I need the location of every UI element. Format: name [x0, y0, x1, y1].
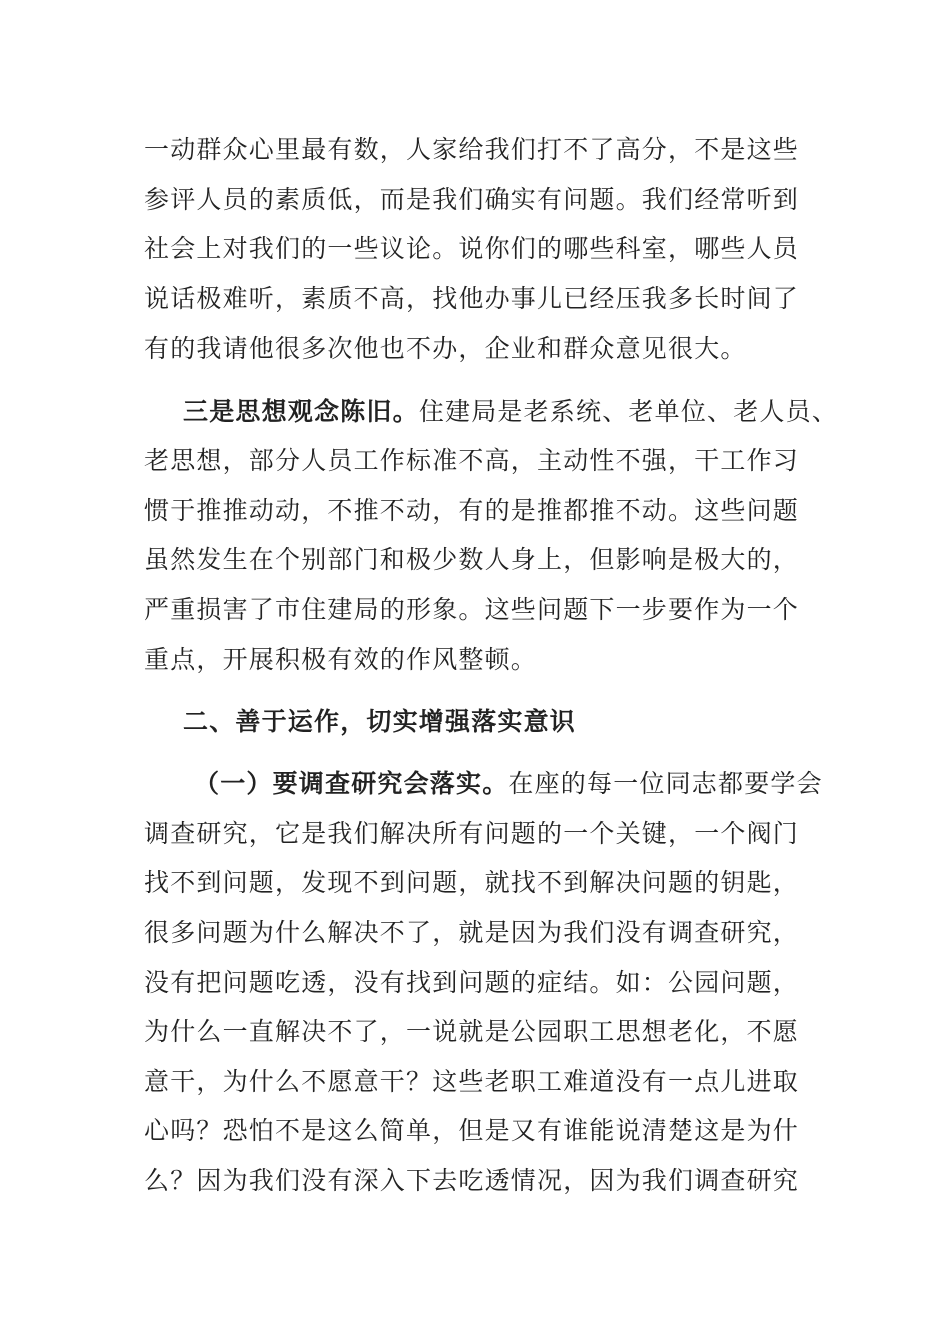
paragraph-1-line: 一动群众心里最有数，人家给我们打不了高分，不是这些 — [144, 135, 800, 164]
paragraph-2-line: 老思想，部分人员工作标准不高，主动性不强，干工作习 — [144, 446, 800, 475]
paragraph-3-first-line-rest: 在座的每一位同志都要学会 — [508, 769, 823, 798]
paragraph-3-lead: （一）要调查研究会落实。 — [194, 769, 509, 798]
section-heading: 二、善于运作，切实增强落实意识 — [183, 707, 577, 736]
paragraph-2-line: 严重损害了市住建局的形象。这些问题下一步要作为一个 — [144, 595, 800, 624]
paragraph-2-line: 重点，开展积极有效的作风整顿。 — [144, 645, 538, 674]
paragraph-2-line: 虽然发生在个别部门和极少数人身上，但影响是极大的， — [144, 545, 800, 574]
paragraph-1-line: 社会上对我们的一些议论。说你们的哪些科室，哪些人员 — [144, 234, 800, 263]
paragraph-3-line: 么？因为我们没有深入下去吃透情况，因为我们调查研究 — [144, 1166, 800, 1195]
paragraph-2-first-line — [183, 396, 838, 428]
paragraph-3-line: 没有把问题吃透，没有找到问题的症结。如：公园问题， — [144, 968, 800, 997]
paragraph-3-line: 心吗？恐怕不是这么简单，但是又有谁能说清楚这是为什 — [144, 1116, 800, 1145]
paragraph-3-line: 找不到问题，发现不到问题，就找不到解决问题的钥匙， — [144, 868, 800, 897]
paragraph-2-first-line-rest: 住建局是老系统、老单位、老人员、 — [418, 397, 839, 426]
paragraph-1-line: 有的我请他很多次他也不办，企业和群众意见很大。 — [144, 334, 747, 363]
paragraph-3-line: 意干，为什么不愿意干？这些老职工难道没有一点儿进取 — [144, 1067, 800, 1096]
paragraph-1-line: 说话极难听，素质不高，找他办事儿已经压我多长时间了 — [144, 284, 800, 313]
paragraph-3-first-line — [194, 768, 823, 800]
paragraph-1-line: 参评人员的素质低，而是我们确实有问题。我们经常听到 — [144, 185, 800, 214]
paragraph-2-lead: 三是思想观念陈旧。 — [183, 397, 419, 426]
paragraph-3-line: 很多问题为什么解决不了，就是因为我们没有调查研究， — [144, 918, 800, 947]
paragraph-2-line: 惯于推推动动，不推不动，有的是推都推不动。这些问题 — [144, 496, 800, 525]
paragraph-3-line: 为什么一直解决不了，一说就是公园职工思想老化，不愿 — [144, 1017, 800, 1046]
paragraph-3-line: 调查研究，它是我们解决所有问题的一个关键，一个阀门 — [144, 819, 800, 848]
